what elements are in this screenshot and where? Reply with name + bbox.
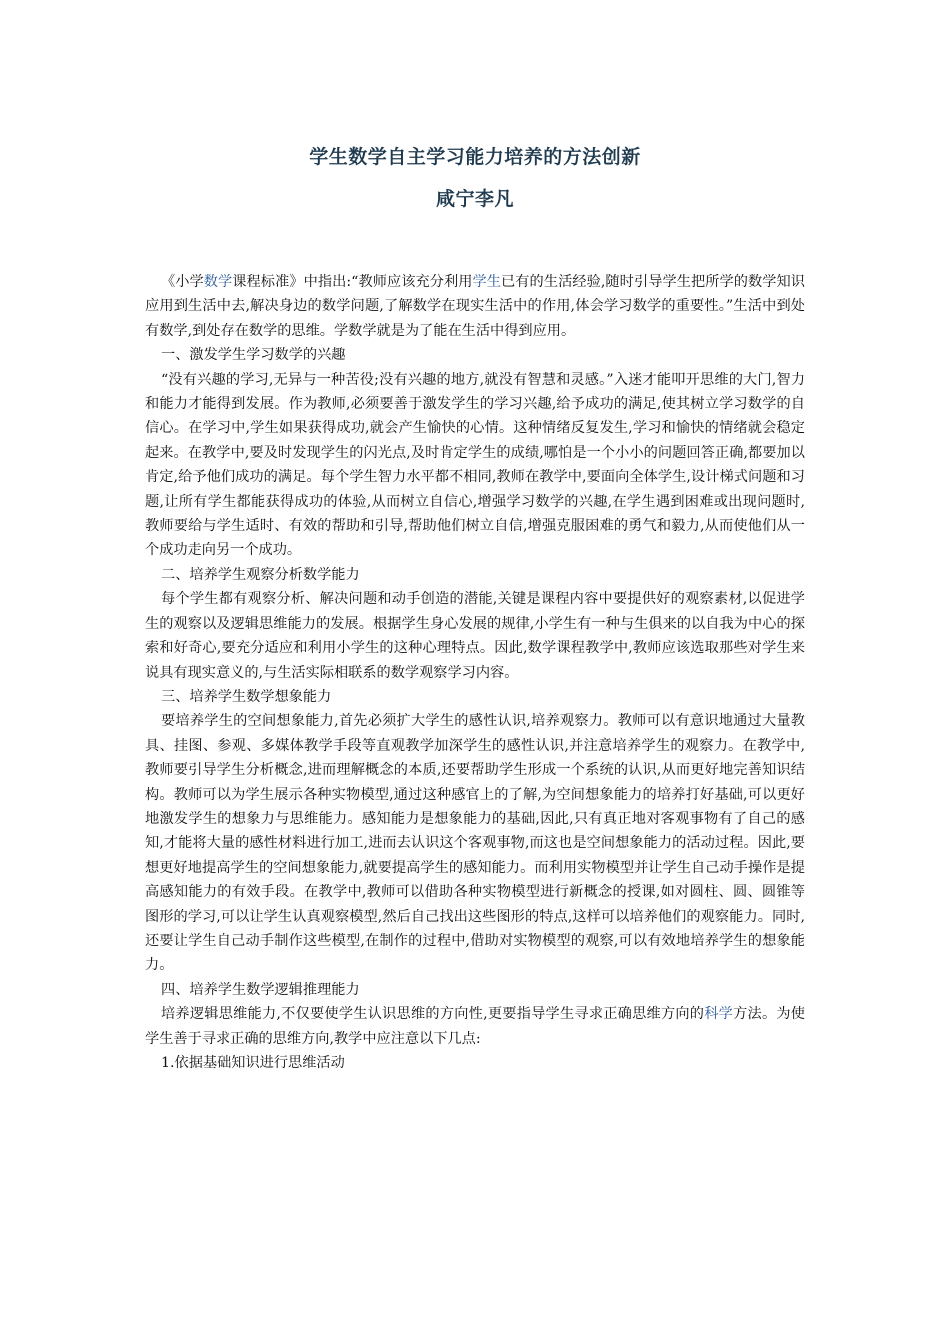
document-body — [145, 270, 805, 1075]
document-title: 学生数学自主学习能力培养的方法创新 — [309, 146, 641, 168]
section-4-text-1: 培养逻辑思维能力,不仅要使学生认识思维的方向性,更要指导学生寻求正确思维方向的 — [161, 1006, 705, 1023]
section-4-heading: 四、培养学生数学逻辑推理能力 — [161, 981, 360, 998]
section-4-text-2: 方法。为使学生善于寻求正确的思维方向,教学中应注意以下几点: — [145, 1006, 805, 1047]
section-1-heading: 一、激发学生学习数学的兴趣 — [161, 347, 346, 364]
section-1-paragraph: “没有兴趣的学习,无异与一种苦役;没有兴趣的地方,就没有智慧和灵感。”入迷才能叩开思维的大门,智力和能力才能得到发展。作为教师,必须要善于激发学生的学习兴趣,给予成功的满足,使其树立学习数学的自信心。在学习中,学生如果获得成功,就会产生愉快的心情。这种情绪反复发生,学习和愉快的情绪就会稳定起来。在教学中,要及时发现学生的闪光点,及时肯定学生的成绩,哪怕是一个小小的问题回答正确,都要加以肯定,给予他们成功的满足。每个学生智力水平都不相同,教师在教学中,要面向全体学生,设计梯式问题和习题,让所有学生都能获得成功的体验,从而树立自信心,增强学习数学的兴趣,在学生遇到困难或出现问题时,教师要给与学生适时、有效的帮助和引导,帮助他们树立自信,增强克服困难的勇气和毅力,从而使他们从一个成功走向另一个成功。 — [145, 371, 806, 559]
section-4-item-1: 1.依据基础知识进行思维活动 — [161, 1055, 345, 1071]
document-author: 咸宁李凡 — [435, 188, 514, 210]
section-3-paragraph: 要培养学生的空间想象能力,首先必须扩大学生的感性认识,培养观察力。教师可以有意识地通过大量教具、挂图、参观、多媒体教学手段等直观教学加深学生的感性认识,并注意培养学生的观察力。在教学中,教师要引导学生分析概念,进而理解概念的本质,还要帮助学生形成一个系统的认识,从而更好地完善知识结构。教师可以为学生展示各种实物模型,通过这种感官上的了解,为空间想象能力的培养打好基础,可以更好地激发学生的想象力与思维能力。感知能力是想象能力的基础,因此,只有真正地对客观事物有了自己的感知,才能将大量的感性材料进行加工,进而去认识这个客观事物,而这也是空间想象能力的活动过程。因此,要想更好地提高学生的空间想象能力,就要提高学生的感知能力。而利用实物模型并让学生自己动手操作是提高感知能力的有效手段。在教学中,教师可以借助各种实物模型进行新概念的授课,如对圆柱、圆、圆锥等图形的学习,可以让学生认真观察模型,然后自己找出这些图形的特点,这样可以培养他们的观察能力。同时,还要让学生自己动手制作这些模型,在制作的过程中,借助对实物模型的观察,可以有效地培养学生的想象能力。 — [145, 713, 805, 974]
section-2-heading: 二、培养学生观察分析数学能力 — [161, 566, 360, 583]
section-4-paragraph — [145, 1002, 805, 1051]
student-link[interactable]: 学生 — [472, 274, 502, 290]
intro-text-1: 《小学 — [161, 274, 204, 290]
section-3-heading: 三、培养学生数学想象能力 — [161, 688, 332, 705]
section-2-paragraph: 每个学生都有观察分析、解决问题和动手创造的潜能,关键是课程内容中要提供好的观察素材,以促进学生的观察以及逻辑思维能力的发展。根据学生身心发展的规律,小学生有一种与生俱来的以自我为中心的探索和好奇心,要充分适应和利用小学生的这种心理特点。因此,数学课程教学中,教师应该选取那些对学生来说具有现实意义的,与生活实际相联系的数学观察学习内容。 — [145, 591, 805, 681]
science-link[interactable]: 科学 — [704, 1006, 734, 1023]
math-link[interactable]: 数学 — [203, 274, 233, 290]
intro-text-2: 课程标准》中指出:“教师应该充分利用 — [232, 274, 473, 290]
intro-text-3: 已有的生活经验,随时引导学生把所学的数学知识应用到生活中去,解决身边的数学问题,了解数学在现实生活中的作用,体会学习数学的重要性。”生活中到处有数学,到处存在数学的思维。学数学就是为了能在生活中得到应用。 — [145, 274, 805, 339]
intro-paragraph — [145, 270, 805, 343]
